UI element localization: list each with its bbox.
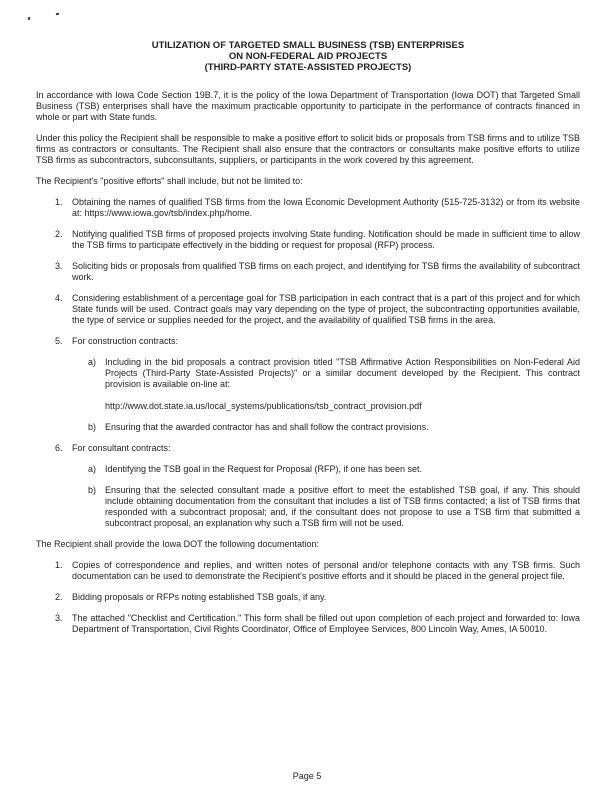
sub-item-letter: b) bbox=[88, 422, 97, 432]
effort-item-3 bbox=[36, 261, 580, 283]
item-number: 2. bbox=[55, 229, 63, 239]
documentation-item-3 bbox=[36, 613, 580, 635]
item-text: For construction contracts: bbox=[72, 336, 179, 346]
item-text: For consultant contracts: bbox=[72, 443, 171, 453]
sub-item-text: Including in the bid proposals a contract provision titled "TSB Affirmative Action Responsibilities on Non-Federal Aid Projects (Third-Party State-Assisted Projects)" or a similar document developed by the Recipient. This contract provision is available on-line at: bbox=[105, 357, 580, 389]
item-text: Considering establishment of a percentage goal for TSB participation in each contract that is a part of this project and for which State funds will be used. Contract goals may vary depending on the type of project, the subcontracting opportunities available, the type of service or supplies needed for the project, and the availability of qualified TSB firms in the area. bbox=[72, 293, 580, 325]
sub-item-text: Ensuring that the selected consultant made a positive effort to meet the established TSB goal, if any. This should include obtaining documentation from the consultant that includes a list of TSB firms contacted; a list of TSB firms that responded with a subcontract proposal; and, if the consultant does not propose to use a TSB firm that submitted a subcontract proposal, an explanation why such a TSB firm will not be used. bbox=[105, 485, 580, 528]
item-text: Obtaining the names of qualified TSB firms from the Iowa Economic Development Authority (515-725-3132) or from its website at: https://www.iowa.gov/tsb/index.php/home. bbox=[72, 197, 580, 218]
pen-mark bbox=[28, 17, 31, 20]
item-number: 3. bbox=[55, 261, 63, 271]
item-text: Notifying qualified TSB firms of proposed projects involving State funding. Notification should be made in sufficient time to allow the TSB firms to participate effectively in the bidding or request for proposal (RFP) process. bbox=[72, 229, 580, 250]
title-line-2: ON NON-FEDERAL AID PROJECTS bbox=[228, 51, 388, 62]
item-number: 6. bbox=[55, 443, 63, 453]
sub-item-letter: a) bbox=[88, 464, 97, 474]
documentation-lead: The Recipient shall provide the Iowa DOT the following documentation: bbox=[36, 539, 319, 549]
pen-mark bbox=[56, 13, 59, 15]
documentation-list bbox=[36, 560, 580, 635]
item-number: 5. bbox=[55, 336, 63, 346]
item-text: The attached "Checklist and Certification." This form shall be filled out upon completion of each project and forwarded to: Iowa Department of Transportation, Civil Rights Coordinator, Office of Employee Services, 800 Lincoln Way, Ames, IA 50010. bbox=[72, 613, 580, 634]
page-number: Page 5 bbox=[292, 771, 322, 781]
effort-item-6b bbox=[72, 485, 580, 529]
item-number: 2. bbox=[55, 592, 63, 602]
effort-item-5 bbox=[36, 336, 580, 433]
effort-item-5b bbox=[72, 422, 580, 433]
title-line-3: (THIRD-PARTY STATE-ASSISTED PROJECTS) bbox=[204, 62, 412, 73]
item-text: Bidding proposals or RFPs noting established TSB goals, if any. bbox=[72, 592, 327, 602]
title-line-1: UTILIZATION OF TARGETED SMALL BUSINESS (TSB) ENTERPRISES bbox=[151, 40, 465, 51]
item-number: 3. bbox=[55, 613, 63, 623]
intro-paragraph-1: In accordance with Iowa Code Section 19B.7, it is the policy of the Iowa Department of Transportation (Iowa DOT) that Targeted Small Business (TSB) enterprises shall have the maximum practicable opportunity to participate in the performance of contracts financed in whole or part with State funds. bbox=[36, 90, 580, 122]
item-text: Copies of correspondence and replies, and written notes of personal and/or telephone contacts with any TSB firms. Such documentation can be used to demonstrate the Recipient's positive efforts and it should be placed in the general project file. bbox=[72, 560, 580, 581]
effort-item-4 bbox=[36, 293, 580, 326]
positive-efforts-list bbox=[36, 197, 580, 529]
item-number: 1. bbox=[55, 560, 63, 570]
effort-item-5a bbox=[72, 357, 580, 412]
documentation-item-1 bbox=[36, 560, 580, 582]
documentation-item-2 bbox=[36, 592, 580, 603]
sub-item-text: Identifying the TSB goal in the Request for Proposal (RFP), if one has been set. bbox=[105, 464, 423, 474]
effort-item-6 bbox=[36, 443, 580, 529]
sub-item-letter: b) bbox=[88, 485, 97, 495]
item-number: 4. bbox=[55, 293, 63, 303]
item-number: 1. bbox=[55, 197, 63, 207]
intro-paragraph-2: Under this policy the Recipient shall be responsible to make a positive effort to solicit bids or proposals from TSB firms and to utilize TSB firms as contractors or consultants. The Recipient shall also ensure that the contractors or consultants make positive efforts to utilize TSB firms as subcontractors, subconsultants, suppliers, or participants in the work covered by this agreement. bbox=[36, 133, 580, 165]
document-title bbox=[36, 40, 580, 73]
positive-efforts-lead: The Recipient's "positive efforts" shall include, but not be limited to: bbox=[36, 176, 303, 186]
effort-item-1 bbox=[36, 197, 580, 219]
effort-item-6a bbox=[72, 464, 580, 475]
item-text: Soliciting bids or proposals from qualified TSB firms on each project, and identifying for TSB firms the availability of subcontract work. bbox=[72, 261, 580, 282]
sub-item-letter: a) bbox=[88, 357, 97, 367]
effort-item-2 bbox=[36, 229, 580, 251]
sub-item-text: Ensuring that the awarded contractor has and shall follow the contract provisions. bbox=[105, 422, 429, 432]
contract-provision-url: http://www.dot.state.ia.us/local_systems/publications/tsb_contract_provision.pdf bbox=[105, 401, 422, 411]
scan-artifact-marks bbox=[26, 13, 66, 21]
